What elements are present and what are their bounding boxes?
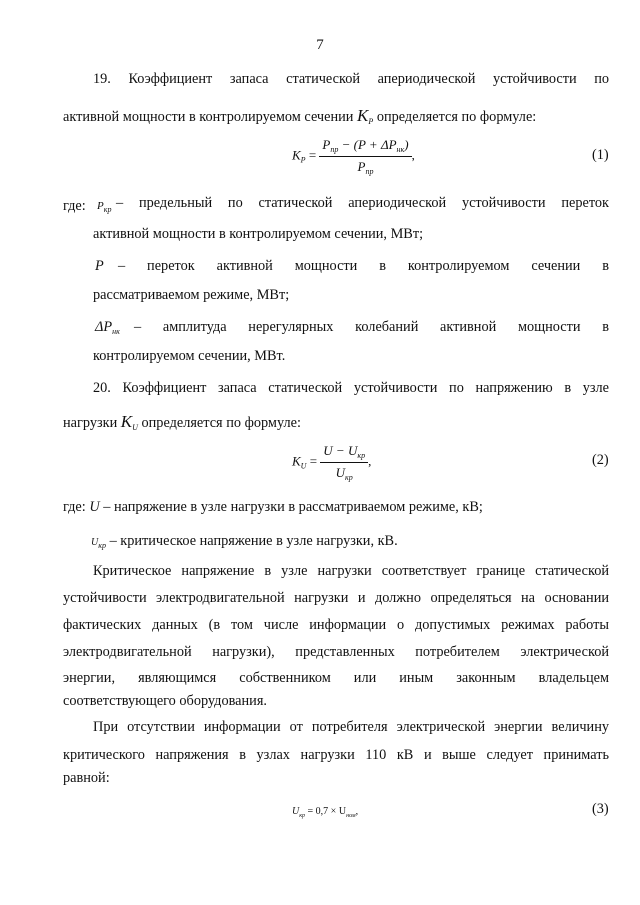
equation-3: $U_{кр} = 0,7 \times U_{ном}$,	[292, 806, 359, 819]
def-p-line1: – переток активной мощности в контролируемом сечении в	[118, 258, 609, 274]
def-pkr-line1: – предельный по статической апериодической устойчивости переток	[116, 195, 609, 211]
p19-line1: 19. Коэффициент запаса статической апериодической устойчивости по	[93, 71, 609, 87]
page-number: 7	[316, 37, 324, 53]
symbol-ukr: $U_{кр}$	[91, 537, 106, 550]
def-ukr-line: $U_{кр}$ – критическое напряжение в узле нагрузки, кВ.	[91, 533, 398, 550]
def-p-line2: рассматриваемом режиме, МВт;	[93, 287, 290, 303]
symbol-kp: $K_P$	[357, 106, 374, 126]
p20-line2	[63, 412, 301, 438]
symbol-pkr: $P_{кр}$	[97, 200, 112, 214]
p-absence-line2: критического напряжения в узлах нагрузки 110 кВ и выше следует принимать	[63, 747, 609, 763]
p-crit-line4: электродвигательной нагрузки), представленных потребителем электрической	[63, 644, 609, 660]
p20-line1: 20. Коэффициент запаса статической устойчивости по напряжению в узле	[93, 380, 609, 396]
equation-2-fraction: $\frac{U - U_{кр}}{U_{кр}}$	[320, 443, 368, 482]
p-crit-line2: устойчивости электродвигательной нагрузки и должно определяться на основании	[63, 590, 609, 606]
p20-line2-before: нагрузки	[63, 415, 118, 431]
def-u-line: где: U – напряжение в узле нагрузки в рассматриваемом режиме, кВ;	[63, 499, 483, 515]
p-absence-line1: При отсутствии информации от потребителя электрической энергии величину	[93, 719, 609, 735]
def-pkr-line2: активной мощности в контролируемом сечении, МВт;	[93, 226, 424, 242]
p19-line2	[63, 106, 536, 132]
p-absence-line3: равной:	[63, 770, 110, 786]
symbol-ku: $K_U$	[120, 412, 138, 432]
symbol-p: P	[95, 258, 104, 274]
symbol-dpnk: $\Delta P_{нк}$	[95, 319, 120, 336]
symbol-u: U	[89, 499, 100, 515]
def-dp-line1: – амплитуда нерегулярных колебаний активной мощности в	[134, 319, 609, 335]
p-crit-line6: соответствующего оборудования.	[63, 693, 267, 709]
equation-3-number: (3)	[592, 801, 609, 817]
p-crit-line3: фактических данных (в том числе информации о допустимых режимах работы	[63, 617, 609, 633]
p19-line2-before: активной мощности в контролируемом сечении	[63, 109, 354, 125]
def-dp-line2: контролируемом сечении, МВт.	[93, 348, 286, 364]
where-label-1: где:	[63, 198, 86, 214]
equation-2: $K_U$ = $\frac{U - U_{кр}}{U_{кр}}$ ,	[292, 443, 372, 482]
equation-1-number: (1)	[592, 147, 609, 163]
p19-line2-after: определяется по формуле:	[376, 109, 537, 125]
equation-2-number: (2)	[592, 452, 609, 468]
p-crit-line5: энергии, являющимся собственником или иным законным владельцем	[63, 670, 609, 686]
equation-1: $K_P$ = $\frac{P_{пр} - (P + \Delta P_{нк})}{P_{пр}}$ ,	[292, 137, 415, 176]
p-crit-line1: Критическое напряжение в узле нагрузки соответствует границе статической	[93, 563, 609, 579]
p20-line2-after: определяется по формуле:	[141, 415, 301, 431]
equation-1-fraction: $\frac{P_{пр} - (P + \Delta P_{нк})}{P_{пр}}$	[319, 137, 411, 176]
